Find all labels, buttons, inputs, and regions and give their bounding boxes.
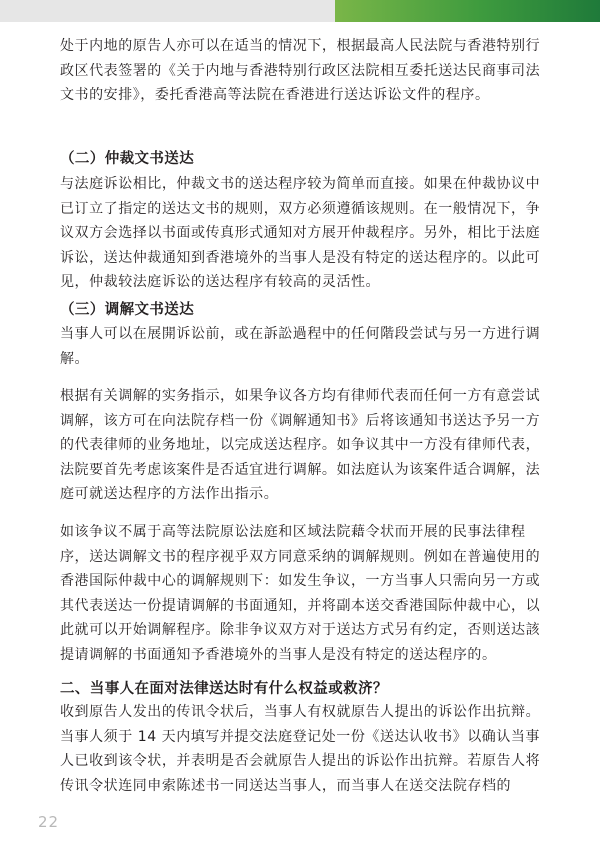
heading-mediation-service: （三）调解文书送达 xyxy=(60,302,195,318)
header-decoration-bar xyxy=(0,0,600,22)
paragraph-arbitration: 与法庭诉讼相比，仲裁文书的送达程序较为简单而直接。如果在仲裁协议中已订立了指定的送达文书的规则，双方必须遵循该规则。在一般情况下，争议双方会选择以书面或传真形式通知对方展开仲裁程序。另外，相比于法庭诉讼，送达仲裁通知到香港境外的当事人是没有特定的送达程序的。以此可见，仲裁较法庭诉讼的送达程序有较高的灵活性。 xyxy=(60,176,541,290)
paragraph-rights: 收到原告人发出的传讯令状后，当事人有权就原告人提出的诉讼作出抗辩。当事人须于 14 天内填写并提交法庭登记处一份《送达认收书》以确认当事人已收到该令状，并表明是否会就原告人提出的诉讼作出抗辩。若原告人将传讯令状连同申索陈述书一同送达当事人，而当事人在送交法院存档的 xyxy=(60,704,541,794)
page-number: 22 xyxy=(38,813,60,831)
paragraph-mediation-rules: 如该争议不属于高等法院原讼法庭和区域法院藉令状而开展的民事法律程序，送达调解文书的程序视乎双方同意采纳的调解规则。例如在普遍使用的香港国际仲裁中心的调解规则下：如发生争议，一方当事人只需向另一方或其代表送达一份提请调解的书面通知，并将副本送交香港国际仲裁中心，以此就可以开始调解程序。除非争议双方对于送达方式另有约定，否则送达該提请调解的书面通知予香港境外的当事人是没有特定的送达程序的。 xyxy=(60,524,541,663)
heading-arbitration-service: （二）仲裁文书送达 xyxy=(60,151,195,167)
paragraph-mediation-practice: 根据有关调解的实务指示，如果争议各方均有律师代表而任何一方有意尝试调解，该方可在向法院存档一份《调解通知书》后将该通知书送达予另一方的代表律师的业务地址，以完成送达程序。如争议其中一方没有律师代表，法院要首先考虑该案件是否适宜进行调解。如法庭认为该案件适合调解，法庭可就送达程序的方法作出指示。 xyxy=(60,388,541,502)
paragraph-mediation-intro: 当事人可以在展開诉讼前，或在訴訟過程中的任何階段尝试与另一方进行调解。 xyxy=(60,326,541,367)
header-green-band xyxy=(335,0,600,22)
heading-rights-remedies: 二、当事人在面对法律送达时有什么权益或救济？ xyxy=(60,681,388,697)
paragraph-intro: 处于内地的原告人亦可以在适当的情况下，根据最高人民法院与香港特别行政区代表签署的《关于内地与香港特别行政区法院相互委托送达民商事司法文书的安排》，委托香港高等法院在香港进行送达诉讼文件的程序。 xyxy=(60,38,541,103)
